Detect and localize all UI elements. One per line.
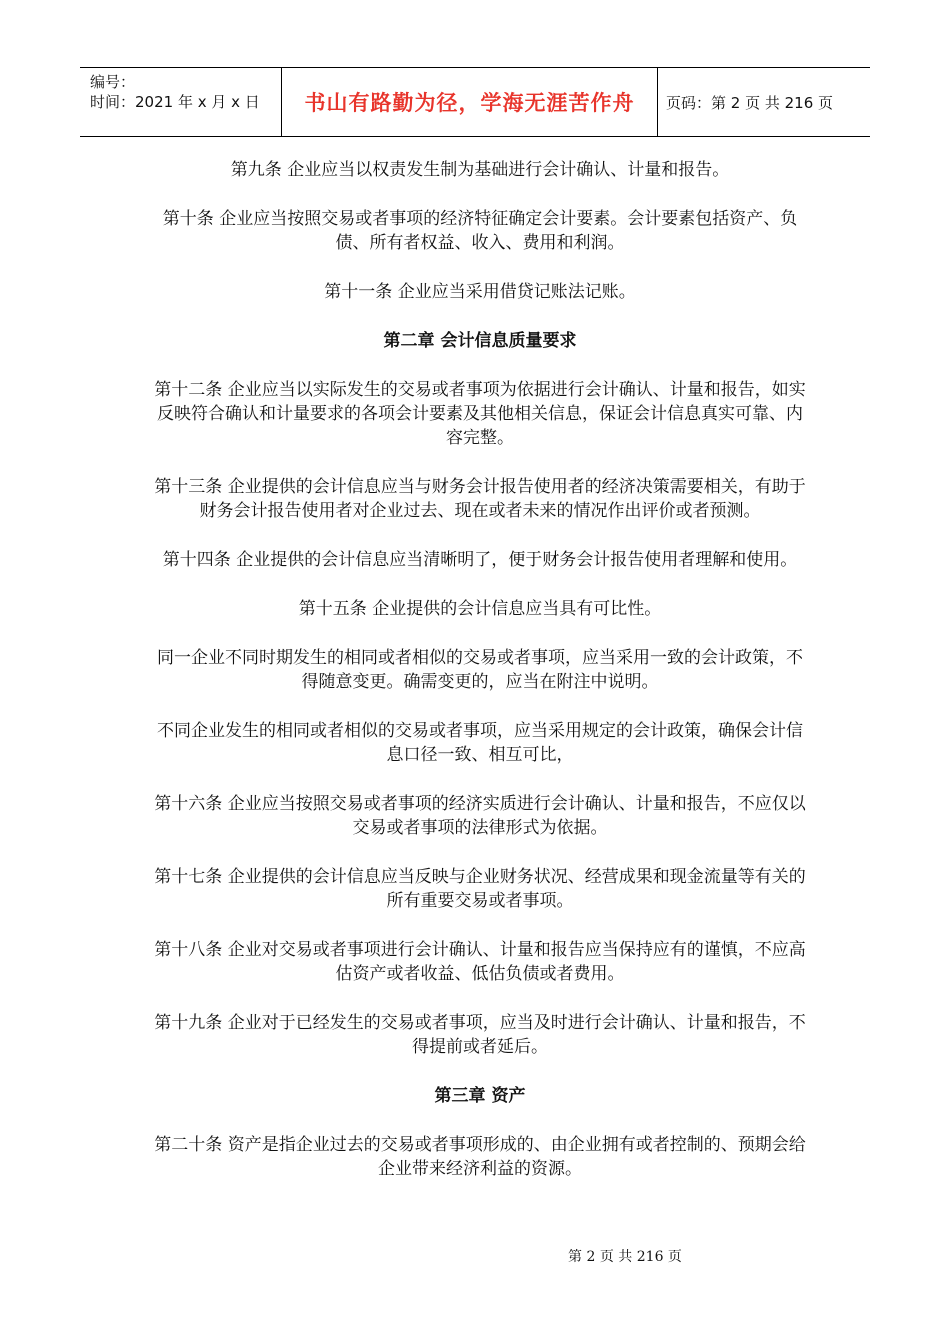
header-meta [80, 68, 282, 136]
chapter-3-heading: 第三章 资产 [434, 1086, 526, 1106]
article-17: 第十七条 企业提供的会计信息应当反映与企业财务状况、经营成果和现金流量等有关的所有重要交易或者事项。 [154, 867, 806, 911]
article-20: 第二十条 资产是指企业过去的交易或者事项形成的、由企业拥有或者控制的、预期会给企业带来经济利益的资源。 [154, 1135, 806, 1179]
header-slogan: 书山有路勤为径，学海无涯苦作舟 [282, 68, 658, 136]
article-11: 第十一条 企业应当采用借贷记账法记账。 [324, 282, 636, 302]
article-15-clause-1: 同一企业不同时期发生的相同或者相似的交易或者事项，应当采用一致的会计政策，不得随意变更。确需变更的，应当在附注中说明。 [157, 648, 803, 692]
article-14: 第十四条 企业提供的会计信息应当清晰明了，便于财务会计报告使用者理解和使用。 [162, 550, 798, 570]
page-footer: 第 2 页 共 216 页 [568, 1249, 682, 1265]
article-18: 第十八条 企业对交易或者事项进行会计确认、计量和报告应当保持应有的谨慎，不应高估资产或者收益、低估负债或者费用。 [154, 940, 806, 984]
doc-time-label: 时间：2021 年 x 月 x 日 [90, 93, 260, 111]
article-12: 第十二条 企业应当以实际发生的交易或者事项为依据进行会计确认、计量和报告，如实反映符合确认和计量要求的各项会计要素及其他相关信息，保证会计信息真实可靠、内容完整。 [154, 380, 806, 448]
article-16: 第十六条 企业应当按照交易或者事项的经济实质进行会计确认、计量和报告，不应仅以交易或者事项的法律形式为依据。 [154, 794, 806, 838]
document-body [150, 158, 810, 1206]
article-13: 第十三条 企业提供的会计信息应当与财务会计报告使用者的经济决策需要相关，有助于财务会计报告使用者对企业过去、现在或者未来的情况作出评价或者预测。 [154, 477, 806, 521]
header-page-info: 页码：第 2 页 共 216 页 [666, 93, 834, 112]
article-15-clause-2: 不同企业发生的相同或者相似的交易或者事项，应当采用规定的会计政策，确保会计信息口径一致、相互可比， [157, 721, 803, 765]
article-9: 第九条 企业应当以权责发生制为基础进行会计确认、计量和报告。 [230, 160, 730, 180]
article-10: 第十条 企业应当按照交易或者事项的经济特征确定会计要素。会计要素包括资产、负债、所有者权益、收入、费用和利润。 [162, 209, 798, 253]
doc-number-label: 编号： [90, 73, 136, 91]
article-15: 第十五条 企业提供的会计信息应当具有可比性。 [298, 599, 662, 619]
page-header [80, 67, 870, 137]
article-19: 第十九条 企业对于已经发生的交易或者事项，应当及时进行会计确认、计量和报告，不得提前或者延后。 [154, 1013, 806, 1057]
chapter-2-heading: 第二章 会计信息质量要求 [383, 331, 577, 351]
